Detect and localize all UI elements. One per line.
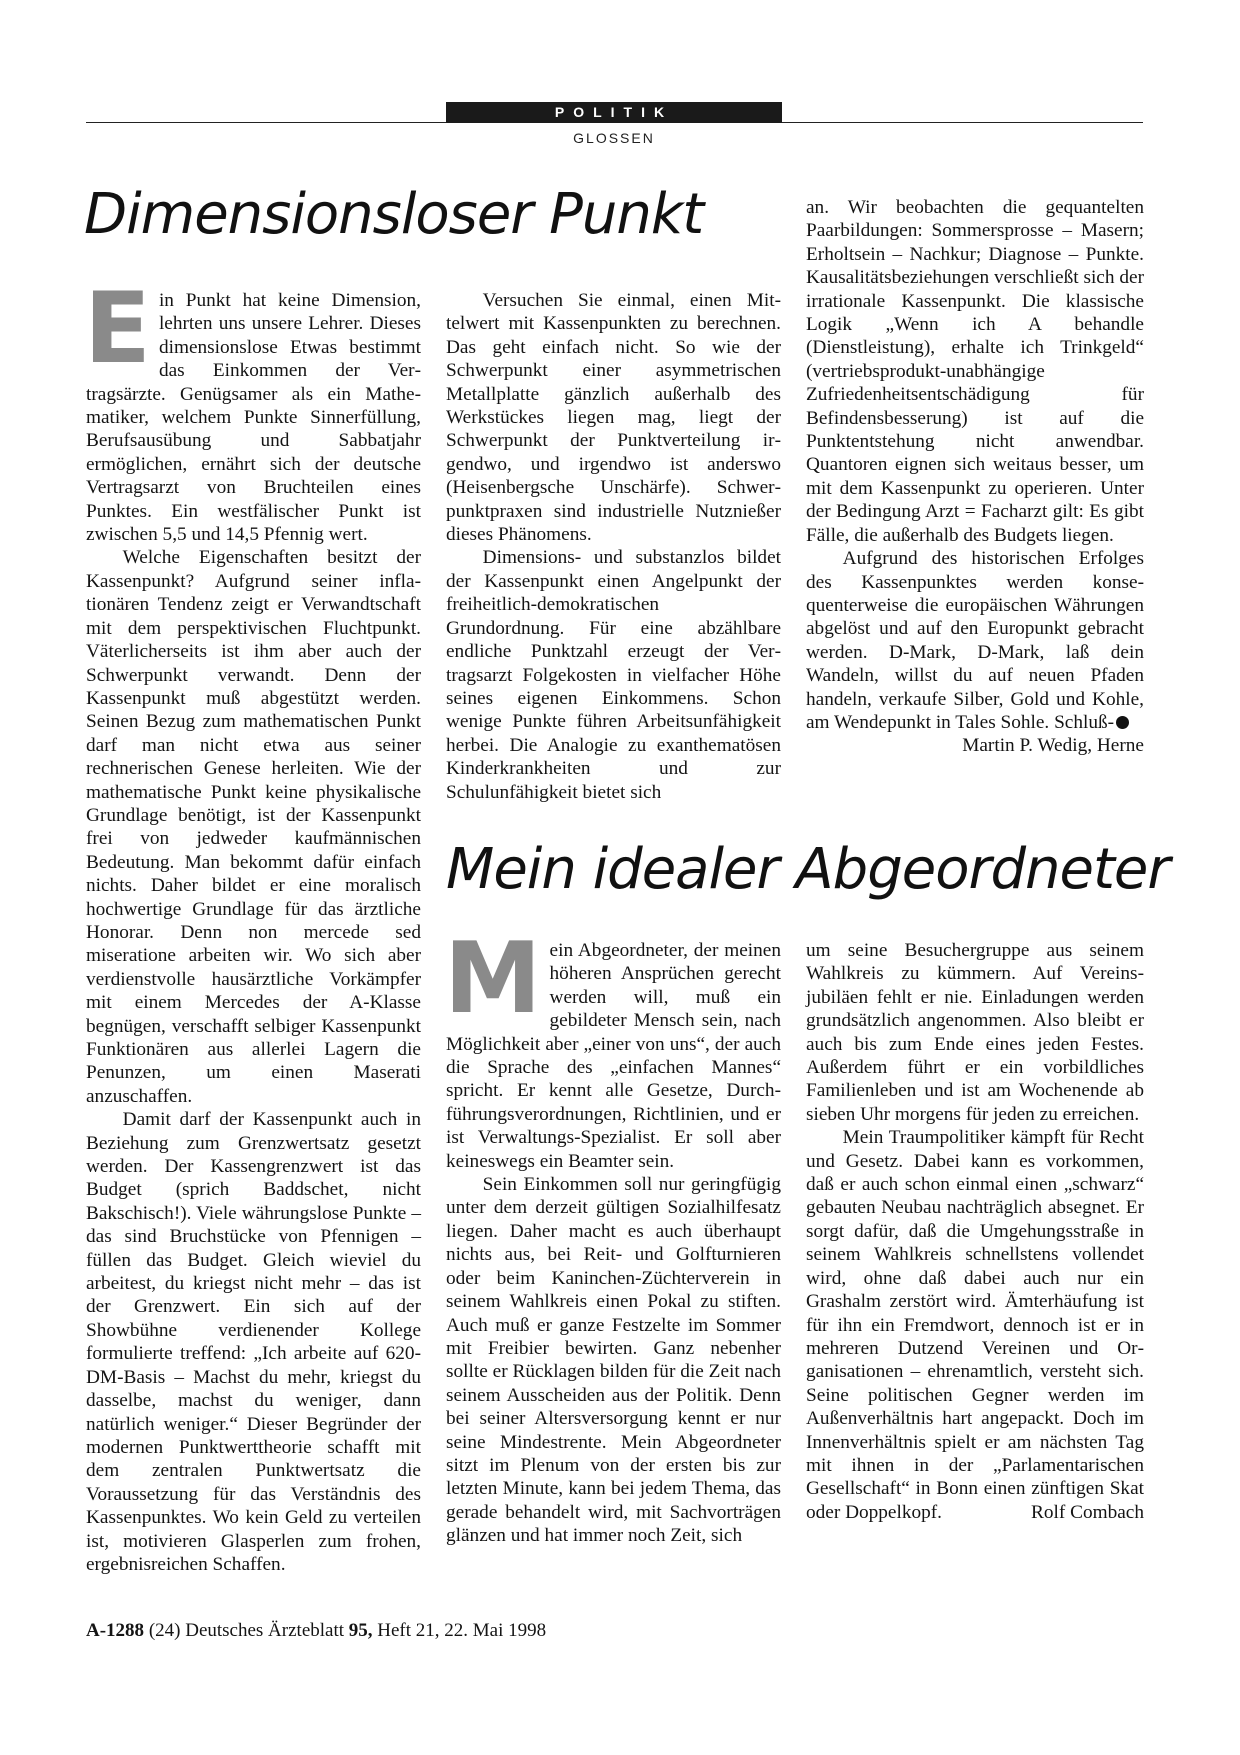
article1-paragraph-2: Welche Eigenschaften besitzt der Kassenpunkt? Aufgrund seiner inflationären Tendenz zeigt er Verwandtschaft mit dem perspektivischen Fluchtpunkt. Väterlicherseits ist ihm aber auch der Schwerpunkt verwandt. Denn der Kassenpunkt muß abgestützt werden. Seinen Bezug zum mathematischen Punkt darf man nicht etwa aus seiner rechnerischen Genese herleiten. Wie der mathematische Punkt keine physikalische Grundlage benötigt, ist der Kassenpunkt frei von jedweder kaufmännischen Bedeutung. Man bekommt dafür einfach nichts. Daher bildet er eine moralisch hochwertige Grundlage für das ärztliche Honorar. Denn non mercede sed miseratione arbeiten wir. Wo sich aber verdienstvolle hausärztliche Vorkämpfer mit einem Mercedes der A-Klasse begnügen, verschafft selbiger Kassenpunkt Funktionären aus allerlei Lagern die Penunzen, um einen Maserati anzuschaffen. bbox=[86, 547, 421, 1107]
journal-issue: Heft 21, 22. Mai 1998 bbox=[377, 1620, 547, 1641]
article1-dropcap: E bbox=[84, 272, 151, 386]
article2-paragraph-1 bbox=[444, 922, 781, 1173]
article2-paragraph-2: Sein Einkommen soll nur geringfügig unter dem derzeit gültigen Sozialhilfesatz liegen. Daher macht es auch überhaupt nichts aus, bei Reit- und Golfturnieren oder beim Kaninchen-Züchterverein in seinem Wahlkreis einen Pokal zu stiften. Auch muß er ganze Festzelte im Sommer mit Freibier bewirten. Ganz nebenher sollte er Rücklagen bilden für die Zeit nach seinem Ausscheiden aus der Politik. Denn bei seiner Altersversorgung kennt er nur seine Mindestrente. Mein Abgeordneter sitzt im Plenum von der ersten bis zur letzten Minute, kann bei jedem Thema, das gerade behandelt wird, mit Sachvorträgen glänzen und hat immer noch Zeit, sich bbox=[446, 1174, 781, 1547]
article1-paragraph-7-text: Aufgrund des historischen Erfolges des Kassenpunktes werden konsequenterweise die europäischen Währungen abgelöst und auf den Europunkt gebracht werden. D-Mark, D-Mark, laß dein Wandeln, willst du auf neuen Pfaden handeln, verkaufe Silber, Gold und Kohle, am Wendepunkt in Tales Sohle. Schluß- bbox=[806, 548, 1144, 733]
article2-paragraph-3: um seine Besuchergruppe aus seinem Wahlkreis zu kümmern. Auf Vereinsjubiläen fehlt er nie. Einladungen werden grundsätzlich angenommen. Also bleibt er auch bis zum Ende eines jeden Festes. Außerdem führt er ein vorbildliches Familienleben und ist am Wochenende ab sieben Uhr morgens für jeden zu erreichen. bbox=[806, 940, 1144, 1125]
page-footer bbox=[86, 1620, 546, 1642]
article1-paragraph-1-text: in Punkt hat keine Dimension, lehrten uns unsere Lehrer. Dieses dimensionslose Etwas bestimmt das Einkommen der Vertragsärzte. Genügsamer als ein Mathematiker, welchem Punkte Sinnerfüllung, Berufsausübung und Sabbatjahr ermöglichen, ernährt sich der deutsche Vertragsarzt von Bruchteilen eines Punktes. Ein westfälischer Punkt ist zwischen 5,5 und 14,5 Pfennig wert. bbox=[86, 290, 421, 546]
article1-paragraph-3: Damit darf der Kassenpunkt auch in Beziehung zum Grenzwertsatz gesetzt werden. Der Kassengrenzwert ist das Budget (sprich Baddschet, nicht Bakschisch!). Viele währungslose Punkte – das sind Bruchstücke von Pfennigen – füllen das Budget. Gleich wieviel du arbeitest, du kriegst nicht mehr – das ist der Grenzwert. Ein sich auf der Showbühne verdienender Kollege formulierte treffend: „Ich arbeite auf 620-DM-Basis – Machst du mehr, kriegst du dasselbe, machst du weniger, dann natürlich weniger.“ Dieser Begründer der modernen Punktwerttheorie schafft mit dem zentralen Punktwertsatz die Voraussetzung für das Verständnis des Kassenpunktes. Wo kein Geld zu verteilen ist, motivieren Glasperlen zum frohen, ergebnisreichen Schaffen. bbox=[86, 1109, 421, 1575]
article1-column-2 bbox=[446, 289, 781, 804]
article1-title: Dimensionsloser Punkt bbox=[84, 182, 704, 247]
page-number: A-1288 bbox=[86, 1620, 145, 1641]
article1-paragraph-7 bbox=[806, 547, 1144, 734]
article2-title: Mein idealer Abgeordneter bbox=[446, 837, 1170, 902]
article1-paragraph-1 bbox=[84, 272, 421, 546]
article1-author: Martin P. Wedig, Herne bbox=[962, 735, 1144, 757]
article2-author: Rolf Combach bbox=[1031, 1501, 1144, 1523]
article2-dropcap: M bbox=[444, 922, 542, 1036]
section-label: POLITIK bbox=[446, 102, 782, 123]
article2-paragraph-1-text: ein Abgeordneter, der meinen höheren Ansprüchen gerecht werden will, muß ein gebildeter Mensch sein, nach Möglichkeit aber „einer von uns“, der auch die Sprache des „einfachen Mannes“ spricht. Er kennt alle Gesetze, Durchführungsverordnungen, Richtlinien, und er ist Verwaltungs-Spezialist. Er soll aber keineswegs ein Beamter sein. bbox=[446, 940, 781, 1172]
journal-name: (24) Deutsches Ärzteblatt bbox=[148, 1620, 345, 1641]
article2-column-2 bbox=[806, 939, 1144, 1524]
subsection-label: GLOSSEN bbox=[573, 130, 655, 146]
article2-paragraph-4 bbox=[806, 1126, 1144, 1524]
article1-paragraph-6: an. Wir beobachten die gequantelten Paarbildungen: Sommersprosse – Masern; Erholtsein – Nachkur; Diagnose – Punkte. Kausalitätsbeziehungen verschließt sich der irrationale Kassenpunkt. Die klassische Logik „Wenn ich A behandle (Dienstleistung), erhalte ich Trinkgeld“ (vertriebsprodukt-unabhängige Zufriedenheitsentschädigung für Befindensbesserung) ist auf die Punktentstehung nicht anwendbar. Quantoren eignen sich weitaus besser, um mit dem Kassenpunkt zu operieren. Unter der Bedingung Arzt = Facharzt gilt: Es gibt Fälle, die außerhalb des Budgets liegen. bbox=[806, 197, 1144, 546]
article1-paragraph-4: Versuchen Sie einmal, einen Mittelwert mit Kassenpunkten zu berechnen. Das geht einfach nicht. So wie der Schwerpunkt einer asymmetrischen Metallplatte gänzlich außerhalb des Werkstückes liegen mag, liegt der Schwerpunkt der Punktverteilung irgendwo, und irgendwo ist anderswo (Heisenbergsche Unschärfe). Schwerpunktpraxen sind industrielle Nutznießer dieses Phänomens. bbox=[446, 290, 781, 546]
article2-column-1 bbox=[444, 922, 781, 1548]
article1-paragraph-5: Dimensions- und substanzlos bildet der Kassenpunkt einen Angelpunkt der freiheitlich-demokratischen Grundordnung. Für eine abzählbare endliche Punktzahl erzeugt der Vertragsarzt Folgekosten in vielfacher Höhe seines eigenen Einkommens. Schon wenige Punkte führen Arbeitsunfähigkeit herbei. Die Analogie zu exanthematösen Kinderkrankheiten und zur Schulunfähigkeit bietet sich bbox=[446, 547, 781, 803]
end-mark-icon bbox=[1116, 716, 1129, 729]
article1-column-1 bbox=[84, 272, 421, 1576]
article1-column-3 bbox=[806, 196, 1144, 758]
article2-paragraph-4-text: Mein Traumpolitiker kämpft für Recht und Gesetz. Dabei kann es vorkommen, daß er auch schon einmal einen „schwarz“ gebauten Neubau nachträglich absegnet. Er sorgt dafür, daß die Umgehungsstraße in seinem Wahlkreis schnellstens vollendet wird, ohne daß dabei auch nur ein Grashalm zerstört wird. Ämterhäufung ist für ihn ein Fremdwort, dennoch ist er in mehreren Dutzend Vereinen und Organisationen – ehrenamtlich, versteht sich. Seine politischen Gegner werden im Außenverhältnis hart angepackt. Doch im Innenverhältnis spielt er am nächsten Tag mit ihnen in der „Parlamentarischen Gesellschaft“ in Bonn einen zünftigen Skat oder Doppelkopf. bbox=[806, 1127, 1144, 1523]
journal-volume: 95, bbox=[348, 1620, 373, 1641]
